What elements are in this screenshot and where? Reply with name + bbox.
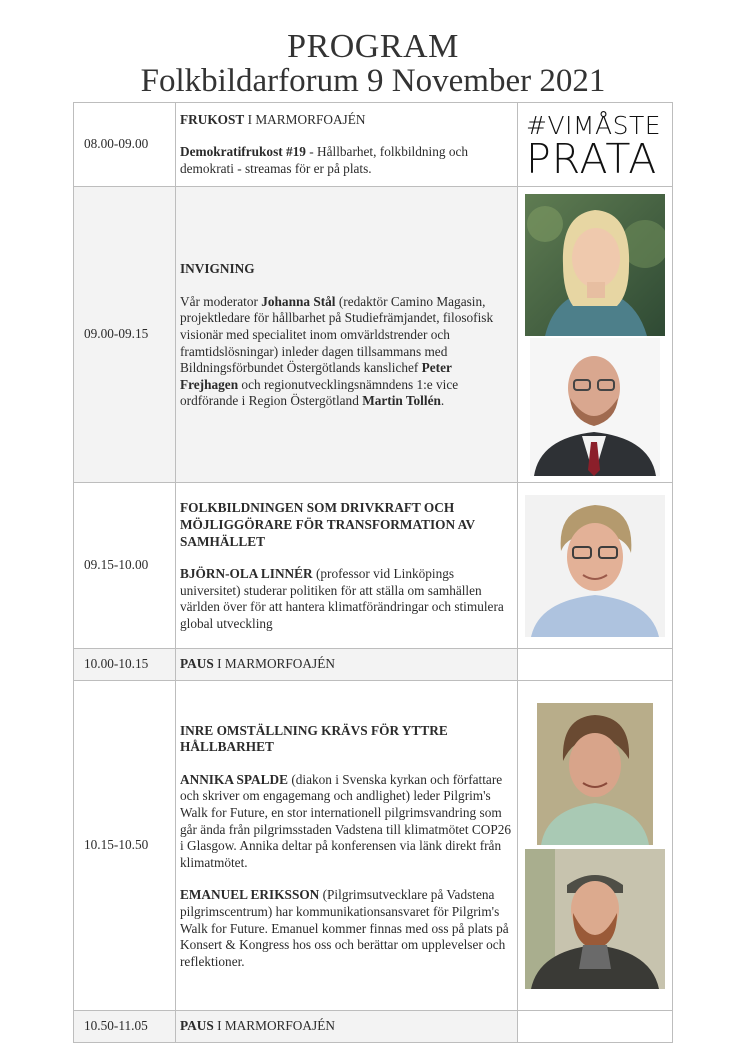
- description-cell: [176, 649, 518, 681]
- text-part: Vår moderator: [180, 293, 262, 309]
- portrait-photo-emanuel: [525, 849, 665, 989]
- program-row-breakfast: [74, 103, 673, 187]
- session-text: [180, 887, 513, 970]
- description-cell: [176, 681, 518, 1011]
- session-title: [180, 261, 513, 278]
- speaker-name: ANNIKA SPALDE: [180, 771, 288, 787]
- empty-cell: [518, 1011, 673, 1043]
- speaker-bio: (diakon i Svenska kyrkan och författare och skriver om engagemang och andlighet) leder Pilgrim's Walk for Future, en stor internationell pilgrimsvandring som går ända från pilgrimsstaden Vadstena till klimatmötet COP26 i Glasgow. Annika deltar på konferensen via länk direkt från klimatmötet.: [180, 771, 512, 870]
- page-title: PROGRAM: [287, 28, 459, 65]
- session-heading: FOLKBILDNINGEN SOM DRIVKRAFT OCH MÖJLIGGÖRARE FÖR TRANSFORMATION AV SAMHÄLLET: [180, 500, 475, 549]
- session-heading: INRE OMSTÄLLNING KRÄVS FÖR YTTRE HÅLLBARHET: [180, 722, 448, 755]
- description-cell: [176, 103, 518, 187]
- speaker-name: Johanna Stål: [261, 293, 336, 309]
- session-title: [180, 1018, 513, 1035]
- speaker-name: Peter Frejhagen: [180, 360, 452, 392]
- speaker-name: BJÖRN-OLA LINNÉR: [180, 566, 313, 582]
- time-cell: 10.50-11.05: [74, 1011, 176, 1043]
- time-cell: 08.00-09.00: [74, 103, 176, 187]
- session-detail-bold: Demokratifrukost #19: [180, 144, 306, 160]
- speaker-bio: (Pilgrimsutvecklare på Vadstena pilgrimscentrum) har kommunikationsansvaret för Pilgrim's Walk for Future. Emanuel kommer finnas med oss på plats på Konsert & Kongress hos oss och berättar om upplevelser och reflektioner.: [180, 887, 509, 969]
- program-row-keynote: [74, 483, 673, 649]
- session-heading: INVIGNING: [180, 261, 255, 277]
- description-cell: [176, 1011, 518, 1043]
- time-cell: 09.15-10.00: [74, 483, 176, 649]
- session-title-rest: I MARMORFOAJÉN: [213, 656, 335, 672]
- program-row-opening: [74, 187, 673, 483]
- session-title-bold: PAUS: [180, 656, 214, 672]
- text-part: och regionutvecklingsnämndens 1:e vice ordförande i Region Östergötland: [180, 376, 459, 409]
- text-part: .: [440, 393, 445, 409]
- session-title-bold: PAUS: [180, 1018, 214, 1034]
- description-cell: [176, 187, 518, 483]
- session-text: [180, 566, 513, 632]
- time-cell: 10.15-10.50: [74, 681, 176, 1011]
- speaker-bio: (professor vid Linköpings universitet) studerar politiken för att ställa om samhällen världen över för att hantera klimatförändringar och stimulera global utveckling: [180, 566, 504, 631]
- logo-line2: PRATA: [526, 134, 658, 183]
- program-row-break1: [74, 649, 673, 681]
- program-row-inner-transition: [74, 681, 673, 1011]
- speaker-name: EMANUEL ERIKSSON: [180, 887, 320, 903]
- program-row-break2: [74, 1011, 673, 1043]
- logo-line1: #VIMÅSTE: [526, 110, 662, 140]
- vimasteprata-logo: [526, 110, 664, 183]
- session-detail: [180, 144, 513, 177]
- session-title-rest: I MARMORFOAJÉN: [213, 1018, 335, 1034]
- session-title: [180, 723, 513, 756]
- program-table: [73, 102, 673, 1043]
- time-cell: 10.00-10.15: [74, 649, 176, 681]
- session-text: [180, 294, 513, 410]
- speaker-name: Martin Tollén: [362, 393, 441, 409]
- session-title-rest: I MARMORFOAJÉN: [244, 111, 366, 127]
- photo-cell: [518, 483, 673, 649]
- portrait-photo-moderator: [525, 194, 665, 336]
- session-detail-rest: - Hållbarhet, folkbildning och demokrati - streamas för er på plats.: [180, 144, 469, 176]
- time-cell: 09.00-09.15: [74, 187, 176, 483]
- photo-cell: [518, 187, 673, 483]
- session-title: [180, 656, 513, 673]
- photo-cell: [518, 681, 673, 1011]
- page-subtitle: Folkbildarforum 9 November 2021: [140, 63, 606, 99]
- portrait-photo-annika: [537, 703, 653, 845]
- session-title-bold: FRUKOST: [180, 111, 245, 127]
- description-cell: [176, 483, 518, 649]
- text-part: (redaktör Camino Magasin, projektledare för hållbarhet på Studiefrämjandet, filosofisk visionär med specialitet inom omvärldstrender och framtidslösningar) inleder dagen tillsammans med Bildningsförbundet Östergötlands kanslichef: [180, 293, 494, 376]
- logo-cell: [518, 103, 673, 187]
- portrait-photo-man: [530, 338, 660, 476]
- session-title: [180, 500, 513, 550]
- session-title: [180, 112, 513, 129]
- empty-cell: [518, 649, 673, 681]
- portrait-photo-bjorn-ola: [525, 495, 665, 637]
- session-text: [180, 772, 513, 872]
